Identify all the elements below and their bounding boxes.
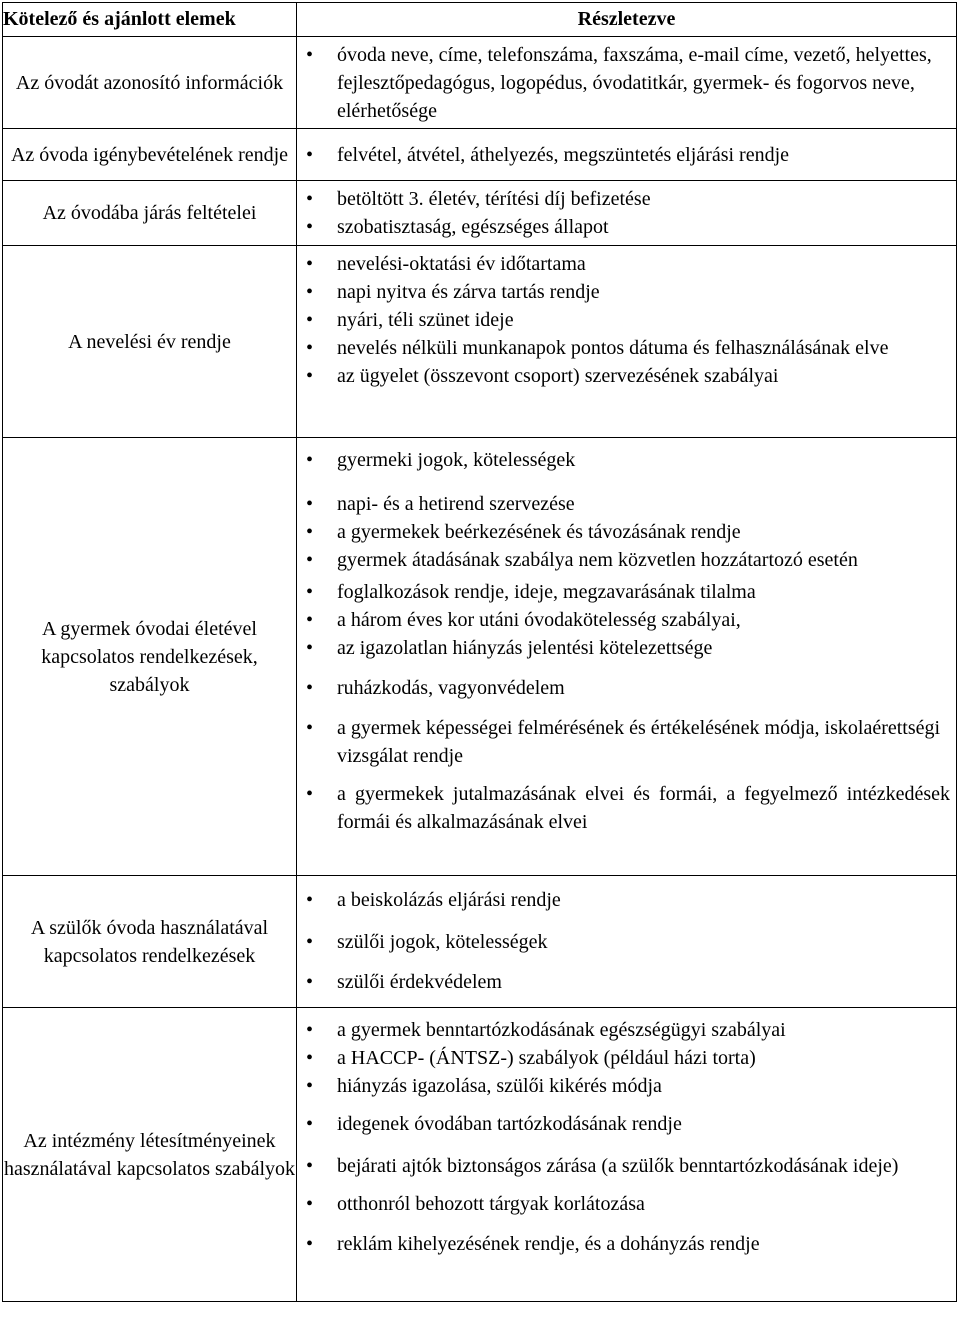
bullet-item: • otthonról behozott tárgyak korlátozása <box>297 1190 956 1218</box>
bullet-group <box>297 37 956 127</box>
bullet-group <box>297 1100 956 1142</box>
bullet-item: • szobatisztaság, egészséges állapot <box>297 213 956 241</box>
bullet-group <box>297 960 956 1002</box>
bullet-group <box>297 129 956 177</box>
category-cell: A szülők óvoda használatával kapcsolatos rendelkezések <box>3 876 297 1008</box>
bullet-item: • nyári, téli szünet ideje <box>297 306 956 334</box>
bullet-item: • óvoda neve, címe, telefonszáma, faxszáma, e-mail címe, vezető, helyettes, fejlesztőpedagógus, logopédus, óvodatitkár, gyermek- és fogorvos neve, elérhetősége <box>297 41 956 125</box>
table-row <box>3 181 957 246</box>
bullet-item: • az ügyelet (összevont csoport) szervezésének szabályai <box>297 362 956 390</box>
bullet-item: • gyermek átadásának szabálya nem közvetlen hozzátartozó esetén <box>297 546 956 574</box>
bullet-item: • a három éves kor utáni óvodakötelesség szabályai, <box>297 606 956 634</box>
category-cell: A gyermek óvodai életével kapcsolatos rendelkezések, szabályok <box>3 438 297 876</box>
details-cell <box>297 876 957 1008</box>
rules-table <box>2 2 957 1302</box>
bullet-group <box>297 1142 956 1182</box>
bullet-group <box>297 246 956 398</box>
category-cell: Az óvodába járás feltételei <box>3 181 297 246</box>
bullet-group <box>297 438 956 478</box>
bullet-group <box>297 704 956 770</box>
bullet-item: • reklám kihelyezésének rendje, és a dohányzás rendje <box>297 1230 956 1258</box>
bullet-item: • bejárati ajtók biztonságos zárása (a szülők benntartózkodásának ideje) <box>297 1152 956 1180</box>
table-row <box>3 438 957 876</box>
category-cell: Az óvodát azonosító információk <box>3 37 297 129</box>
bullet-group <box>297 770 956 842</box>
bullet-item: • a gyermek képességei felmérésének és értékelésének módja, iskolaérettségi vizsgálat rendje <box>297 714 956 770</box>
bullet-item: • napi nyitva és zárva tartás rendje <box>297 278 956 306</box>
bullet-group <box>297 876 956 920</box>
header-details: Részletezve <box>297 3 957 37</box>
details-cell <box>297 438 957 876</box>
bullet-item: • betöltött 3. életév, térítési díj befizetése <box>297 185 956 213</box>
category-cell: A nevelési év rendje <box>3 246 297 438</box>
bullet-group <box>297 1220 956 1258</box>
bullet-item: • a gyermek benntartózkodásának egészségügyi szabályai <box>297 1016 956 1044</box>
table-row <box>3 129 957 181</box>
bullet-item: • napi- és a hetirend szervezése <box>297 490 956 518</box>
bullet-item: • a gyermekek jutalmazásának elvei és formái, a fegyelmező intézkedések formái és alkalmazásának elvei <box>297 780 956 836</box>
bullet-item: • foglalkozások rendje, ideje, megzavarásának tilalma <box>297 578 956 606</box>
bullet-item: • idegenek óvodában tartózkodásának rendje <box>297 1110 956 1138</box>
header-elements: Kötelező és ajánlott elemek <box>3 3 297 37</box>
bullet-item: • gyermeki jogok, kötelességek <box>297 446 956 474</box>
bullet-group <box>297 478 956 574</box>
bullet-item: • a gyermekek beérkezésének és távozásának rendje <box>297 518 956 546</box>
details-cell <box>297 246 957 438</box>
bullet-group <box>297 666 956 704</box>
details-cell <box>297 37 957 129</box>
bullet-item: • a beiskolázás eljárási rendje <box>297 886 956 914</box>
details-cell <box>297 181 957 246</box>
header-row <box>3 3 957 37</box>
bullet-item: • az igazolatlan hiányzás jelentési kötelezettsége <box>297 634 956 662</box>
table-row <box>3 876 957 1008</box>
table-row <box>3 1008 957 1302</box>
bullet-item: • szülői érdekvédelem <box>297 968 956 996</box>
category-cell: Az óvoda igénybevételének rendje <box>3 129 297 181</box>
bullet-item: • szülői jogok, kötelességek <box>297 928 956 956</box>
bullet-group <box>297 1182 956 1220</box>
bullet-item: • ruházkodás, vagyonvédelem <box>297 674 956 702</box>
category-cell: Az intézmény létesítményeinek használatával kapcsolatos szabályok <box>3 1008 297 1302</box>
bullet-item: • hiányzás igazolása, szülői kikérés módja <box>297 1072 956 1100</box>
table-row <box>3 37 957 129</box>
bullet-group <box>297 1008 956 1100</box>
bullet-item: • nevelés nélküli munkanapok pontos dátuma és felhasználásának elve <box>297 334 956 362</box>
bullet-group <box>297 920 956 960</box>
bullet-group <box>297 181 956 245</box>
table-row <box>3 246 957 438</box>
details-cell <box>297 1008 957 1302</box>
bullet-group <box>297 574 956 666</box>
bullet-item: • nevelési-oktatási év időtartama <box>297 250 956 278</box>
bullet-item: • a HACCP- (ÁNTSZ-) szabályok (például házi torta) <box>297 1044 956 1072</box>
details-cell <box>297 129 957 181</box>
bullet-item: • felvétel, átvétel, áthelyezés, megszüntetés eljárási rendje <box>297 141 956 169</box>
